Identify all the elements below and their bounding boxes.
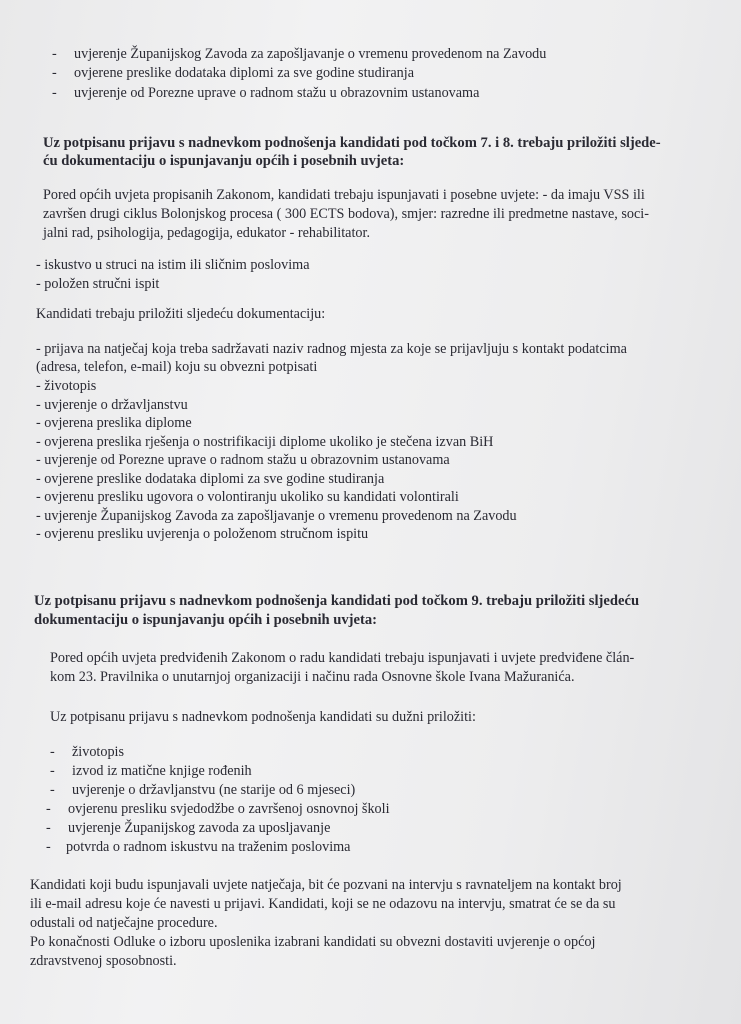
paragraph-line: završen drugi ciklus Bolonjskog procesa ( 300 ECTS bodova), smjer: razredne ili predmetne nastave, soci- <box>43 206 649 222</box>
paragraph-line: Kandidati koji budu ispunjavali uvjete natječaja, bit će pozvani na intervju s ravnateljem na kontakt broj <box>30 877 622 893</box>
list-item: - uvjerenje o državljanstvu (ne starije od 6 mjeseci) <box>50 782 356 798</box>
section-heading: Uz potpisanu prijavu s nadnevkom podnošenja kandidati pod točkom 9. trebaju priložiti sljedeću <box>34 593 640 609</box>
paragraph-line: jalni rad, psihologija, pedagogija, edukator - rehabilitator. <box>43 225 371 241</box>
paragraph-line: ili e-mail adresu koje će navesti u prijavi. Kandidati, koji se ne odazovu na intervju, smatrat će se da su <box>30 896 616 912</box>
list-item: - ovjerene preslike dodataka diplomi za sve godine studiranja <box>36 471 385 487</box>
list-item: (adresa, telefon, e-mail) koju su obvezni potpisati <box>36 359 318 375</box>
list-item: - uvjerenje od Porezne uprave o radnom stažu u obrazovnim ustanovama <box>36 452 450 468</box>
section-heading: Uz potpisanu prijavu s nadnevkom podnošenja kandidati pod točkom 7. i 8. trebaju priložiti sljede- <box>43 135 661 151</box>
list-item: - uvjerenje Županijskog zavoda za uposljavanje <box>46 820 331 836</box>
list-item: - položen stručni ispit <box>36 276 160 292</box>
list-item: - ovjerenu presliku ugovora o volontiranju ukoliko su kandidati volontirali <box>36 489 459 505</box>
section-heading: dokumentaciju o ispunjavanju općih i posebnih uvjeta: <box>34 612 378 628</box>
paragraph-line: Pored općih uvjeta propisanih Zakonom, kandidati trebaju ispunjavati i posebne uvjete: - da imaju VSS ili <box>43 187 645 203</box>
list-item: - ovjerene preslike dodataka diplomi za sve godine studiranja <box>52 65 414 81</box>
list-item: - ovjerenu presliku uvjerenja o položenom stručnom ispitu <box>36 526 369 542</box>
paragraph-line: Po konačnosti Odluke o izboru uposlenika izabrani kandidati su obvezni dostaviti uvjerenje o općoj <box>30 934 596 950</box>
list-item: - ovjerena preslika diplome <box>36 415 192 431</box>
list-item: - ovjerenu presliku svjedodžbe o završenoj osnovnoj školi <box>46 801 390 817</box>
list-item: - ovjerena preslika rješenja o nostrifikaciji diplome ukoliko je stečena izvan BiH <box>36 434 494 450</box>
paragraph-line: zdravstvenoj sposobnosti. <box>30 953 177 969</box>
list-item: - uvjerenje o državljanstvu <box>36 397 188 413</box>
list-item: - uvjerenje od Porezne uprave o radnom stažu u obrazovnim ustanovama <box>52 85 480 101</box>
list-item: - potvrda o radnom iskustvu na traženim poslovima <box>46 839 351 855</box>
list-item: - prijava na natječaj koja treba sadržavati naziv radnog mjesta za koje se prijavljuju s kontakt podatcima <box>36 341 627 357</box>
list-item: - uvjerenje Županijskog Zavoda za zapošljavanje o vremenu provedenom na Zavodu <box>52 46 547 62</box>
section-heading: ću dokumentaciju o ispunjavanju općih i posebnih uvjeta: <box>43 153 405 169</box>
paragraph-line: odustali od natječajne procedure. <box>30 915 218 931</box>
list-item: - životopis <box>50 744 125 760</box>
paragraph-line: Kandidati trebaju priložiti sljedeću dokumentaciju: <box>36 306 326 322</box>
list-item: - uvjerenje Županijskog Zavoda za zapošljavanje o vremenu provedenom na Zavodu <box>36 508 517 524</box>
list-item: - izvod iz matične knjige rođenih <box>50 763 252 779</box>
list-item: - iskustvo u struci na istim ili sličnim poslovima <box>36 257 310 273</box>
paragraph-line: kom 23. Pravilnika o unutarnjoj organizaciji i načinu rada Osnovne škole Ivana Mažuranića. <box>50 669 575 685</box>
paragraph-line: Pored općih uvjeta predviđenih Zakonom o radu kandidati trebaju ispunjavati i uvjete predviđene člán- <box>50 650 635 666</box>
paragraph-line: Uz potpisanu prijavu s nadnevkom podnošenja kandidati su dužni priložiti: <box>50 709 476 725</box>
list-item: - životopis <box>36 378 97 394</box>
